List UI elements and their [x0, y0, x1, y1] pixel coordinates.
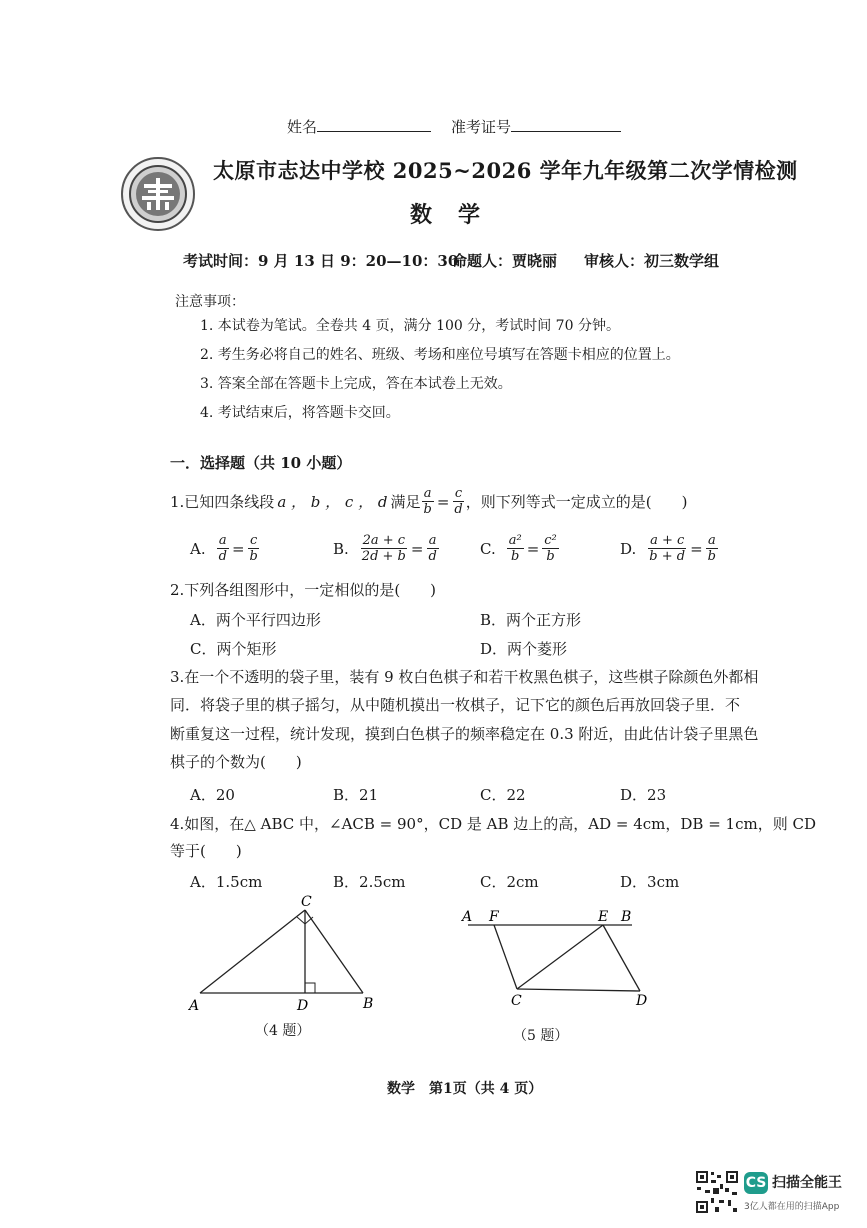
- numerator: a: [707, 533, 716, 548]
- denominator: b: [249, 549, 258, 564]
- equals-sign: =: [410, 539, 424, 558]
- point-label-a: A: [462, 909, 473, 925]
- question-4-line: 等于( ): [170, 842, 242, 860]
- numerator: c: [250, 533, 258, 548]
- figure-4: [185, 890, 385, 1020]
- q2-option-a: A．两个平行四边形: [190, 611, 321, 629]
- exam-author: 命题人：贾晓丽: [452, 252, 558, 270]
- point-label-a: A: [189, 998, 200, 1014]
- exam-time: 考试时间：9 月 13 日 9：20—10：30: [183, 252, 459, 270]
- q1-option-b: [333, 533, 440, 564]
- frac-right: [542, 533, 559, 564]
- q3-option-b: B．21: [333, 786, 379, 804]
- figure-4-diagram: [185, 890, 385, 1020]
- exam-id-field: [451, 116, 621, 137]
- numerator: a: [428, 533, 437, 548]
- frac-left: [360, 533, 408, 564]
- q1-option-a: [190, 533, 261, 564]
- question-3-line: 3.在一个不透明的袋子里，装有 9 枚白色棋子和若干枚黑色棋子，这些棋子除颜色外都相: [170, 668, 759, 686]
- denominator: b + d: [649, 549, 686, 564]
- numerator: a: [218, 533, 227, 548]
- equals-sign: =: [526, 539, 540, 558]
- denominator: d: [428, 549, 437, 564]
- option-label: A.: [190, 539, 206, 558]
- note-item: 1. 本试卷为笔试。全卷共 4 页，满分 100 分，考试时间 70 分钟。: [200, 318, 620, 334]
- denominator: b: [546, 549, 555, 564]
- numerator: 2a + c: [362, 533, 406, 548]
- point-label-c: C: [301, 894, 312, 910]
- q1-cond-frac-right: [452, 486, 464, 517]
- scanner-app-name: 扫描全能王: [772, 1175, 842, 1191]
- denominator: b: [511, 549, 520, 564]
- q4-option-c: C．2cm: [480, 873, 539, 891]
- question-1-stem: [170, 486, 687, 517]
- page-footer: 数学 第1页（共 4 页）: [387, 1081, 543, 1097]
- subject-title: 数学: [410, 202, 507, 228]
- segment-bc: [305, 910, 363, 993]
- note-item: 3. 答案全部在答题卡上完成，答在本试卷上无效。: [200, 376, 512, 392]
- frac-right: [706, 533, 718, 564]
- numerator: a + c: [650, 533, 685, 548]
- equals-sign: =: [231, 539, 245, 558]
- equals-sign: =: [690, 539, 703, 558]
- right-angle-mark-d: [305, 983, 315, 993]
- frac-left: [647, 533, 687, 564]
- question-3-line: 同．将袋子里的棋子摇匀，从中随机摸出一枚棋子，记下它的颜色后再放回袋子里．不: [170, 696, 741, 714]
- denominator: b: [423, 502, 432, 517]
- exam-title: 太原市志达中学校 2025~2026 学年九年级第二次学情检测: [213, 158, 798, 183]
- point-label-c: C: [511, 993, 522, 1009]
- frac-left: [507, 533, 524, 564]
- q3-option-a: A．20: [190, 786, 235, 804]
- q3-option-d: D．23: [620, 786, 667, 804]
- option-label: B.: [333, 539, 349, 558]
- note-item: 4. 考试结束后，将答题卡交回。: [200, 405, 400, 421]
- exam-reviewer: 审核人：初三数学组: [584, 252, 720, 270]
- segment-ce: [517, 925, 603, 989]
- q1-text-a: 1.已知四条线段: [170, 493, 275, 511]
- frac-right: [248, 533, 260, 564]
- segment-fc: [494, 925, 517, 989]
- point-label-f: F: [489, 909, 499, 925]
- qr-code: [695, 1170, 739, 1214]
- point-label-b: B: [621, 909, 632, 925]
- question-2-stem: 2.下列各组图形中，一定相似的是( ): [170, 581, 437, 599]
- notes-heading: 注意事项：: [175, 294, 245, 310]
- equals-sign: =: [436, 492, 450, 511]
- option-label: D.: [620, 539, 637, 558]
- q2-option-b: B．两个正方形: [480, 611, 582, 629]
- question-4-line: 4.如图，在△ ABC 中，∠ACB = 90°，CD 是 AB 边上的高，AD = 4cm，DB = 1cm，则 CD: [170, 815, 816, 833]
- question-3-line: 断重复这一过程，统计发现，摸到白色棋子的频率稳定在 0.3 附近，由此估计袋子里黑色: [170, 725, 759, 743]
- exam-id-underline: [511, 117, 621, 132]
- point-label-e: E: [598, 909, 609, 925]
- point-label-d: D: [297, 998, 309, 1014]
- q2-option-d: D．两个菱形: [480, 640, 568, 658]
- q4-option-a: A．1.5cm: [190, 873, 263, 891]
- q4-option-d: D．3cm: [620, 873, 680, 891]
- denominator: d: [218, 549, 227, 564]
- q1-cond-frac-left: [422, 486, 434, 517]
- figure-5: [460, 905, 660, 1015]
- denominator: b: [707, 549, 716, 564]
- option-label: C.: [480, 539, 496, 558]
- scanner-app-tagline: 3亿人都在用的扫描App: [744, 1202, 840, 1212]
- q2-option-c: C．两个矩形: [190, 640, 277, 658]
- question-3-line: 棋子的个数为( ): [170, 753, 302, 771]
- q1-text-c: ，则下列等式一定成立的是( ): [465, 493, 688, 511]
- name-field: [287, 116, 431, 137]
- q3-option-c: C．22: [480, 786, 526, 804]
- point-label-b: B: [363, 996, 374, 1012]
- segment-ed: [603, 925, 640, 991]
- figure-4-caption: （4 题）: [255, 1023, 311, 1039]
- figure-5-caption: （5 题）: [513, 1028, 569, 1044]
- q1-option-d: [620, 533, 719, 564]
- q4-option-b: B．2.5cm: [333, 873, 406, 891]
- denominator: 2d + b: [361, 549, 406, 564]
- school-seal: [120, 156, 196, 232]
- frac-left: [217, 533, 229, 564]
- q1-vars: a ， b ， c ， d: [277, 493, 388, 511]
- denominator: d: [454, 502, 463, 517]
- numerator: a: [423, 486, 432, 501]
- figure-5-diagram: [460, 905, 660, 1015]
- segment-ac: [200, 910, 305, 993]
- section-heading: 一．选择题（共 10 小题）: [170, 454, 352, 472]
- scanner-app-logo-icon: CS: [744, 1172, 768, 1194]
- numerator: c: [454, 486, 463, 501]
- point-label-d: D: [636, 993, 648, 1009]
- note-item: 2. 考生务必将自己的姓名、班级、考场和座位号填写在答题卡相应的位置上。: [200, 347, 680, 363]
- q1-option-c: [480, 533, 560, 564]
- numerator: a²: [508, 533, 522, 548]
- q1-text-b: 满足: [390, 493, 421, 511]
- exam-id-label: 准考证号: [451, 118, 512, 136]
- frac-right: [426, 533, 438, 564]
- name-underline: [317, 117, 431, 132]
- name-label: 姓名: [287, 118, 318, 136]
- numerator: c²: [544, 533, 557, 548]
- segment-cd: [517, 989, 640, 991]
